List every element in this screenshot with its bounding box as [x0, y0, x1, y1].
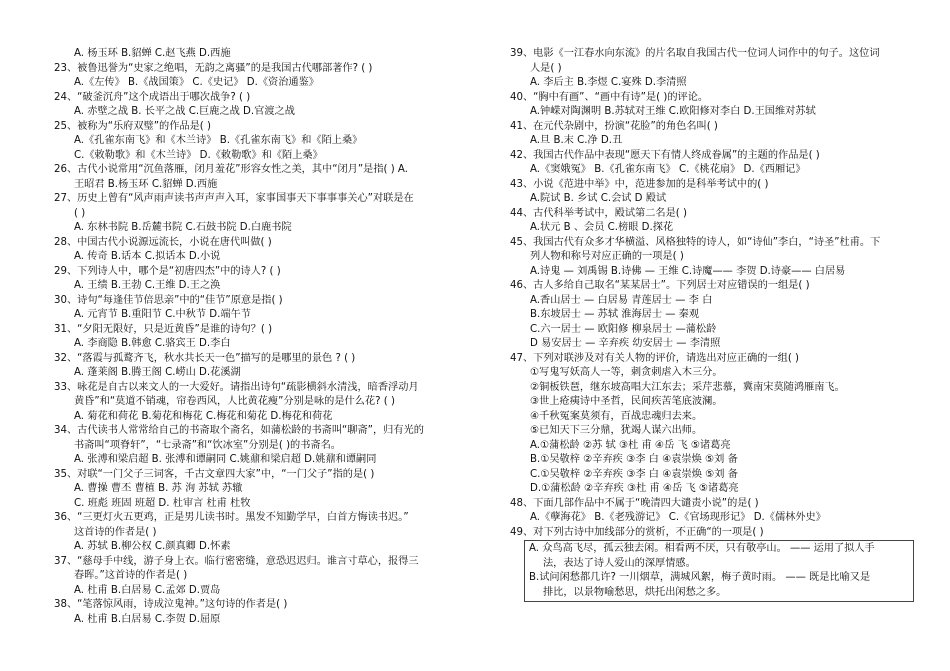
question-line: 33、咏花是自古以来文人的一大爱好。请指出诗句“疏影横斜水清浅，暗香浮动月 — [54, 381, 419, 393]
choice-line: A. 众鸟高飞尽，孤云独去闲。相看两不厌，只有敬亭山。 —— 运用了拟人手 — [529, 543, 875, 554]
option-line: 王昭君 B.杨玉环 C.貂蝉 D.西施 — [74, 178, 218, 190]
option-line: A. 传奇 B.话本 C.拟话本 D.小说 — [74, 251, 221, 262]
option-line: A. 杜甫 B.白居易 C.孟郊 D.贾岛 — [74, 584, 221, 596]
choice-line: 排比，以景物喻愁思，烘托出闲愁之多。 — [543, 586, 727, 598]
option-line: A.旦 B.末 C.净 D.丑 — [530, 135, 623, 146]
option-line: ( ) — [74, 207, 86, 219]
option-line: C.《敕勒歌》和《木兰诗》 D.《敕勒歌》和《陌上桑》 — [74, 149, 323, 161]
option-line: A. 曹操 曹丕 曹植 B. 苏 洵 苏轼 苏辙 — [74, 483, 243, 494]
option-line: A. 元宵节 B.重阳节 C.中秋节 D.端午节 — [74, 309, 251, 320]
option-line: ①写鬼写妖高人一等，刺贪刺虐入木三分。 — [530, 367, 723, 378]
option-line: A. 杜甫 B.白居易 C.李贺 D.屈原 — [74, 613, 221, 625]
left-column — [44, 47, 446, 627]
question-line: 39、电影《一江春水向东流》的片名取自我国古代一位词人词作中的句子。这位词 — [510, 48, 880, 59]
option-line: A. 李后主 B.李煜 C.宴殊 D.李清照 — [530, 77, 687, 88]
question-line: 24、“破釜沉舟”这个成语出于哪次战争? ( ) — [54, 91, 251, 103]
option-line: B.东坡居士 — 苏轼 淮海居士 — 秦观 — [530, 309, 700, 320]
option-line: 列人物和称号对应正确的一项是( ) — [530, 251, 684, 262]
question-line: 32、“落霞与孤鹜齐飞，秋水共长天一色”描写的是哪里的景色 ? ( ) — [54, 352, 356, 364]
option-line: A. 苏轼 B.柳公权 C.颜真卿 D.怀素 — [74, 541, 231, 552]
option-line: 这首诗的作者是( ) — [74, 526, 157, 538]
question-line: 41、在元代杂剧中，扮演“花脸”的角色名叫( ) — [510, 120, 718, 132]
option-line: 人是( ) — [530, 62, 562, 74]
option-line: A.《孔雀东南飞》和《木兰诗》 B.《孔雀东南飞》和《陌上桑》 — [74, 135, 363, 146]
choice-line: B.试问闲愁都几许? 一川烟草，满城风絮，梅子黄时雨。 —— 既是比喻又是 — [529, 572, 871, 583]
option-line: A. 王绩 B.王勃 C.王维 D.王之涣 — [74, 280, 221, 291]
option-line: A. 张溥和梁启超 B. 张溥和谭嗣同 C.姚鼐和梁启超 D.姚鼐和谭嗣同 — [74, 454, 377, 465]
option-line: A. 菊花和荷花 B.菊花和梅花 C.梅花和菊花 D.梅花和荷花 — [74, 410, 333, 422]
question-line: 34、古代读书人常常给自己的书斋取个斋名，如蒲松龄的书斋叫“聊斋”，归有光的 — [54, 425, 424, 436]
choice-line: 法，表达了诗人爱山的深厚情感。 — [543, 557, 696, 569]
option-line: A. 杨玉环 B.貂蝉 C.赵飞燕 D.西施 — [74, 48, 231, 59]
option-line: A.《孽海花》 B.《老残游记》 C.《官场现形记》 D.《儒林外史》 — [530, 512, 826, 523]
question-line: 46、古人多给自己取名“某某居士”。下列居士对应错误的一组是( ) — [510, 280, 810, 291]
option-line: A.状元 B 、会员 C.榜眼 D.探花 — [530, 222, 674, 233]
question-line: 42、我国古代作品中表现“愿天下有情人终成眷属”的主题的作品是( ) — [510, 149, 820, 161]
option-line: ④千秋冤案莫须有，百战忠魂归去来。 — [530, 410, 703, 422]
question-line: 28、中国古代小说源远流长，小说在唐代叫做( ) — [54, 236, 272, 248]
option-line: ③世上疮痍诗中圣哲，民间疾苦笔底波澜。 — [530, 396, 723, 407]
question-line: 27、历史上曾有“风声雨声读书声声声入耳，家事国事天下事事事关心”对联是在 — [54, 193, 414, 204]
answer-choices-box — [524, 540, 914, 602]
option-line: B.①吴敬梓 ②辛弃疾 ③李 白 ④袁崇焕 ⑤刘 备 — [530, 454, 738, 465]
option-line: A.诗鬼 — 刘禹锡 B.诗佛 — 王维 C.诗魔—— 李贺 D.诗豪—— 白居易 — [530, 265, 846, 277]
question-line: 45、我国古代有众多才华横溢、风格独特的诗人，如“诗仙”李白，“诗圣”杜甫。下 — [510, 236, 881, 248]
option-line: ⑤已知天下三分鼎，犹竭人谋六出师。 — [530, 425, 703, 436]
question-line: 35、对联“一门父子三词客，千古文章四大家”中，“一门父子”指的是( ) — [54, 468, 375, 480]
option-line: D 易安居士 — 辛弃疾 幼安居士 — 李清照 — [530, 338, 721, 349]
option-line: C.六一居士 — 欧阳修 柳泉居士 —蒲松龄 — [530, 323, 717, 335]
right-column — [500, 47, 912, 602]
question-line: 31、“夕阳无限好，只是近黄昏”是谁的诗句？( ) — [54, 323, 273, 335]
option-line: A.钟嵘对陶渊明 B.苏轼对王维 C.欧阳修对李白 D.王国维对苏轼 — [530, 106, 816, 117]
option-line: A. 蓬莱阁 B.腾王阁 C.崂山 D.花溪湖 — [74, 367, 241, 378]
question-line: 47、下列对联涉及对有关人物的评价，请选出对应正确的一组( ) — [510, 352, 800, 364]
question-line: 40、“胸中有画”、“画中有诗”是( )的评论。 — [510, 91, 709, 103]
question-line: 36、“三更灯火五更鸡，正是男儿读书时。黑发不知勤学早，白首方悔读书迟。” — [54, 512, 409, 523]
question-line: 38、“笔落惊风雨，诗成泣鬼神。”这句诗的作者是( ) — [54, 599, 288, 610]
question-line: 48、下面几部作品中不属于“晚清四大谴责小说”的是( ) — [510, 497, 759, 509]
option-line: A.香山居士 — 白居易 青莲居士 — 李 白 — [530, 294, 713, 306]
option-line: 黄昏”和“莫道不销魂，帘卷西风，人比黄花瘦”分别是咏的是什么花? ( ) — [74, 396, 395, 407]
option-line: 春晖。”这首诗的作者是( ) — [74, 570, 188, 581]
question-line: 23、被鲁迅誉为“史家之绝唱，无韵之离骚”的是我国古代哪部著作? ( ) — [54, 62, 373, 74]
question-line: 43、小说《范进中举》中，范进参加的是科举考试中的( ) — [510, 178, 769, 190]
option-line: A.《窦娥冤》 B.《孔雀东南飞》 C.《桃花扇》 D.《西厢记》 — [530, 164, 806, 175]
option-line: D.①蒲松龄 ②辛弃疾 ③杜 甫 ④岳 飞 ⑤诸葛亮 — [530, 483, 739, 494]
option-line: ②铜板铁琶，继东坡高唱大江东去；采芹悲慕，冀南宋莫随鸿雁南飞。 — [530, 381, 845, 393]
question-line: 49、对下列古诗中加线部分的赏析，不正确“的一项是( ) — [510, 526, 764, 538]
option-line: C. 班彪 班固 班超 D. 杜审言 杜甫 杜牧 — [74, 497, 251, 509]
question-line: 37、“慈母手中线，游子身上衣。临行密密缝，意恐迟迟归。谁言寸草心，报得三 — [54, 555, 419, 567]
question-line: 29、下列诗人中，哪个是“初唐四杰”中的诗人? ( ) — [54, 265, 281, 277]
question-line: 44、古代科举考试中，殿试第二名是( ) — [510, 207, 687, 219]
option-line: A.①蒲松龄 ②苏 轼 ③杜 甫 ④岳 飞 ⑤诸葛亮 — [530, 439, 731, 451]
option-line: A.《左传》 B.《战国策》 C.《史记》 D.《资治通鉴》 — [74, 77, 319, 88]
option-line: A. 李商隐 B.韩愈 C.骆宾王 D.李白 — [74, 338, 231, 349]
option-line: A.院试 B. 乡试 C.会试 D 殿试 — [530, 193, 667, 204]
option-line: A. 东林书院 B.岳麓书院 C.石鼓书院 D.白鹿书院 — [74, 222, 292, 233]
option-line: A. 赤壁之战 B. 长平之战 C.巨鹿之战 D.官渡之战 — [74, 106, 295, 117]
question-line: 25、被称为“乐府双璧”的作品是( ) — [54, 120, 211, 132]
option-line: C.①吴敬梓 ②辛弃疾 ③李 白 ④袁崇焕 ⑤刘 备 — [530, 468, 738, 480]
question-line: 30、诗句“每逢佳节倍思亲”中的“佳节”原意是指( ) — [54, 294, 283, 306]
option-line: 书斋叫“项脊轩”，“七录斋”和“饮冰室”分别是( )的书斋名。 — [74, 439, 341, 451]
question-line: 26、古代小说常用“沉鱼落雁，闭月羞花”形容女性之美，其中“闭月”是指( ) A. — [54, 164, 408, 175]
